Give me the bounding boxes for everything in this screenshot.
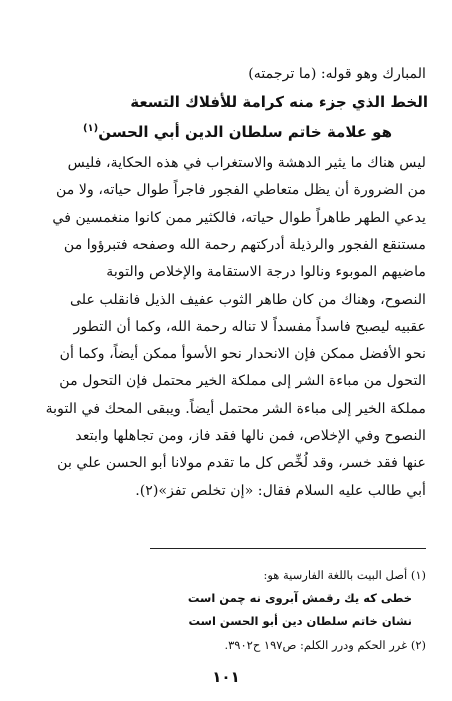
title-line-1: الخط الذي جزء منه كرامة للأفلاك التسعة	[130, 93, 428, 111]
page-number: ١٠١	[212, 668, 240, 686]
footnote-divider	[150, 548, 426, 549]
body-line: عقبيه ليصبح فاسداً مفسداً لا تناله رحمة الله، وكما أن التطور	[73, 318, 426, 335]
body-line: ماضيهم الموبوء ونالوا درجة الاستقامة والإخلاص والتوبة	[106, 264, 426, 281]
body-line: ليس هناك ما يثير الدهشة والاستغراب في هذه الحكاية، فليس	[67, 155, 426, 171]
body-line: نحو الأفضل ممكن فإن الانحدار نحو الأسوأ ممكن أيضاً، وكما أن	[59, 346, 426, 363]
title-line-2	[81, 117, 392, 144]
body-line: أبي طالب عليه السلام فقال: «إن تخلص تفز»(٢).	[135, 482, 426, 499]
footnote-marker-1[interactable]: (١)	[82, 123, 99, 134]
footnote-2: (٢) غرر الحكم ودرر الكلم: ص١٩٧ ح٣٩٠٢.	[224, 638, 426, 652]
body-line: النصوح وفي الإخلاص، فمن نالها فقد فاز، ومن تجاهلها وابتعد	[75, 428, 426, 444]
body-line: النصوح، وهناك من كان طاهر الثوب عفيف الذيل فانقلب على	[69, 291, 426, 308]
footnote-1-verse-1: خطى كه يك رقمش آبروى نه چمن است	[187, 591, 412, 605]
body-line: مستنقع الفجور والرذيلة أدركتهم رحمة الله وصفحه فتبرؤوا من	[63, 236, 426, 253]
body-line: عنها فقد خسر، وقد لُخِّص كل ما تقدم مولانا أبو الحسن علي بن	[57, 455, 426, 472]
body-line: من الضرورة أن يظل متعاطي الفجور فاجراً طوال حياته، ولا من	[55, 182, 426, 199]
footnote-1-verse-2: نشان خاتم سلطان دين أبو الحسن است	[188, 614, 412, 628]
body-line: مملكة الخير إلى مباءة الشر محتمل أيضاً. ويبقى المحك في التوبة	[45, 400, 426, 417]
intro-line: المبارك وهو قوله: (ما ترجمته)	[248, 66, 426, 82]
footnote-1-intro: (١) أصل البيت باللغة الفارسية هو:	[263, 568, 426, 582]
title-line-2-text: هو علامة خاتم سلطان الدين أبي الحسن	[98, 123, 392, 141]
body-line: التحول من مباءة الشر إلى مملكة الخير محتمل فإن التحول من	[59, 373, 426, 390]
body-line: يدعي الطهر طاهراً طوال حياته، فالكثير ممن كانوا منغمسين في	[52, 209, 426, 226]
